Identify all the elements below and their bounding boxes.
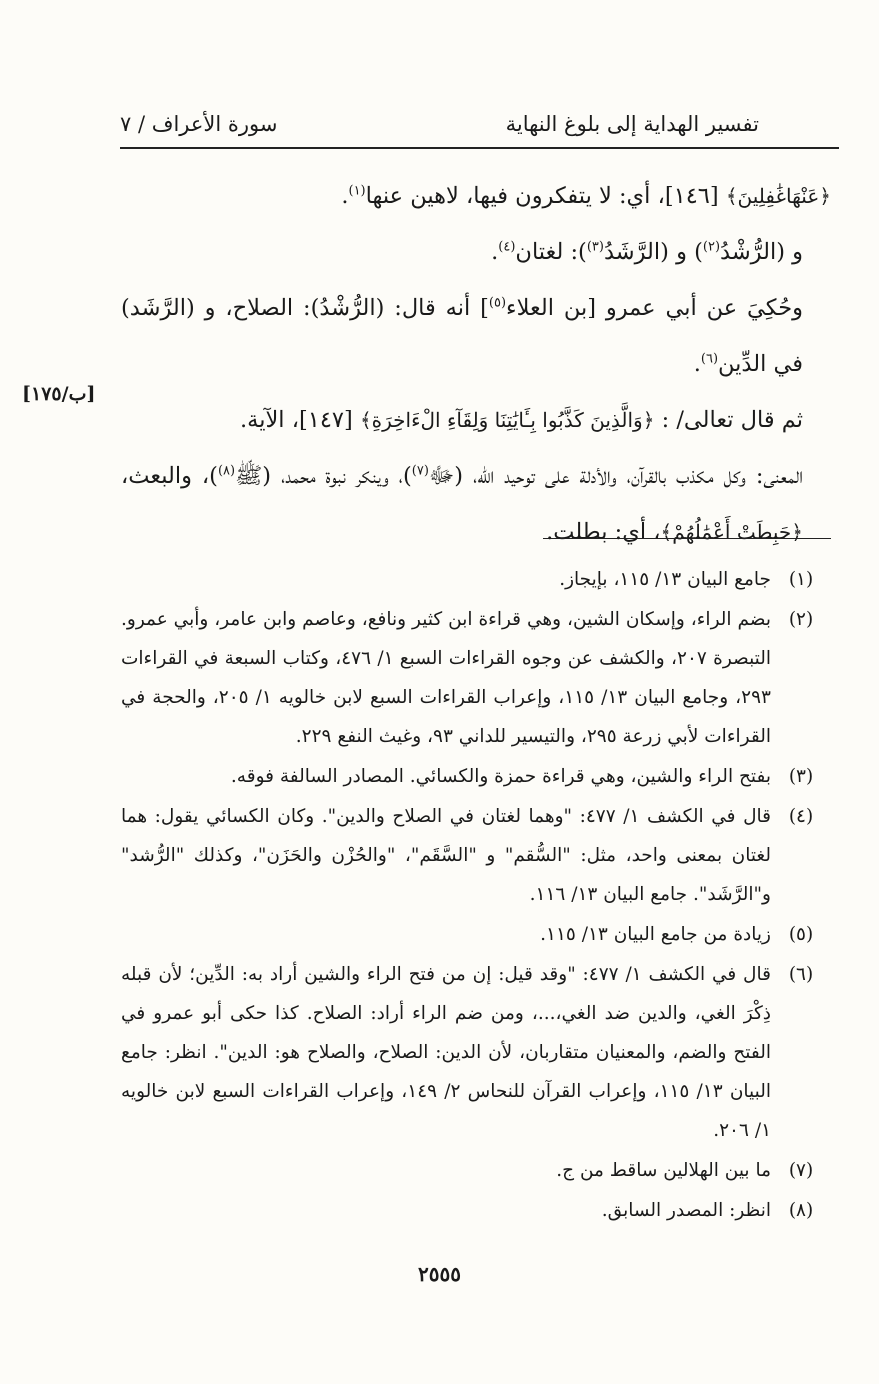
footnote [121, 1151, 831, 1190]
footnote-ref: (٦) [700, 351, 719, 367]
footnote-number: (٨) [788, 1200, 814, 1221]
footnote-number: (١) [788, 569, 814, 590]
footnote [121, 1191, 831, 1230]
footnote-separator [543, 538, 831, 539]
footnote-text: بفتح الراء والشين، وهي قراءة حمزة والكسائي. المصادر السالفة فوقه. [230, 766, 771, 787]
footnote-ref: (٤) [498, 239, 516, 255]
footnote-number: (٢) [788, 609, 814, 630]
quran-verse: ﴿حَبِطَتْ أَعْمَٰلُهُمْ﴾ [660, 520, 803, 544]
footnote-text: قال في الكشف ١/ ٤٧٧: "وقد قيل: إن من فتح الراء والشين أراد به: الدِّين؛ لأن قبله ذِكْرَ الغي، والدين ضد الغي،...، ومن ضم الراء أراد: الصلاح. كذا حكى أبو عمرو في الفتح والضم، والمعنيان متقاربان، لأن الدين: الصلاح، والصلاح هو: الدين". انظر: جامع البيان ١٣/ ١١٥، وإعراب القرآن للنحاس ٢/ ١٤٩، وإعراب القراءات السبع لابن خالويه ١/ ٢٠٦. [121, 964, 771, 1141]
footnote-ref: (٣) [586, 239, 604, 255]
footnote-number: (٦) [788, 964, 814, 985]
footnote [121, 600, 831, 756]
footnotes [121, 560, 831, 1231]
paragraph-3: وحُكِيَ عن أبي عمرو [بن العلاء$^{(٥)}$] أنه قال: (الرُّشْدُ): الصلاح، و (الرَّشَد) في الدِّين$^{(٦)}$. [121, 295, 803, 377]
footnote-text: قال في الكشف ١/ ٤٧٧: "وهما لغتان في الصلاح والدين". وكان الكسائي يقول: هما لغتان بمعنى واحد، مثل: "السُّقم" و "السَّقَم"، "والحُزْن والحَزَن"، وكذلك "الرُّشد" و"الرَّشَد". جامع البيان ١٣/ ١١٦. [121, 806, 771, 905]
footnote-text: زيادة من جامع البيان ١٣/ ١١٥. [540, 924, 771, 945]
footnote [121, 955, 831, 1150]
footnote-text: بضم الراء، وإسكان الشين، وهي قراءة ابن كثير ونافع، وعاصم وابن عامر، وأبي عمرو. التبصرة ٢٠٧، والكشف عن وجوه القراءات السبع ١/ ٤٧٦، وكتاب السبعة في القراءات ٢٩٣، وجامع البيان ١٣/ ١١٥، وإعراب القراءات السبع لابن خالويه ١/ ٢٠٥، والحجة في القراءات لأبي زرعة ٢٩٥، والتيسير للداني ٩٣، وغيث النفع ٢٢٩. [121, 609, 772, 747]
footnote-number: (٣) [788, 766, 814, 787]
footnote-ref: (٧) [411, 463, 429, 479]
footnote-number: (٧) [788, 1160, 814, 1181]
footnote-ref: (٢) [702, 239, 721, 255]
footnote [121, 915, 831, 954]
main-text [121, 168, 831, 560]
footnote-ref: (١) [348, 183, 366, 199]
text: [١٤٦]، أي: لا يتفكرون فيها، لاهين عنها [365, 183, 719, 209]
running-head-book-title: تفسير الهداية إلى بلوغ النهاية [505, 112, 759, 136]
quran-verse: ﴿عَنْهَاغَٰفِلِينَ﴾ [725, 184, 831, 208]
footnote [121, 560, 831, 599]
footnote [121, 757, 831, 796]
paragraph-1: ﴿عَنْهَاغَٰفِلِينَ﴾ [١٤٦]، أي: لا يتفكرون فيها، لاهين عنها$^{(١)}$. [341, 183, 831, 209]
footnote-number: (٤) [788, 806, 814, 827]
footnote-ref: (٨) [217, 463, 236, 479]
header-rule [120, 147, 839, 149]
paragraph-4: ثم قال تعالى/ : ﴿وَالَّذِينَ كَذَّبُوا بِـَٔايَٰتِنَا وَلِقَآءِ الْءَاخِرَةِ﴾ [١٤٧]، الآية. [239, 407, 803, 433]
paragraph-5: المعنى: وكل مكذب بالقرآن، والأدلة على توحيد الله، (ﷻ$^{(٧)}$)، وينكر نبوة محمد، (ﷺ$^{(٨)}$)، والبعث، ﴿حَبِطَتْ أَعْمَٰلُهُمْ﴾، أي: بطلت. [121, 463, 803, 545]
footnote-text: جامع البيان ١٣/ ١١٥، بإيجاز. [559, 569, 771, 590]
running-head-surah: سورة الأعراف / ٧ [120, 112, 278, 136]
page-number: ٢٥٥٥ [418, 1262, 461, 1286]
footnote-text: انظر: المصدر السابق. [601, 1200, 771, 1221]
footnote-number: (٥) [788, 924, 814, 945]
footnote-ref: (٥) [488, 295, 507, 311]
footnote [121, 797, 831, 914]
paragraph-2: و (الرُّشْدُ$^{(٢)}$) و (الرَّشَدُ$^{(٣)}$): لغتان$^{(٤)}$. [491, 239, 803, 265]
quran-verse: ﴿وَالَّذِينَ كَذَّبُوا بِـَٔايَٰتِنَا وَلِقَآءِ الْءَاخِرَةِ﴾ [359, 408, 655, 432]
footnote-text: ما بين الهلالين ساقط من ج. [556, 1160, 771, 1181]
margin-folio-reference: [ب/١٧٥] [22, 383, 96, 405]
